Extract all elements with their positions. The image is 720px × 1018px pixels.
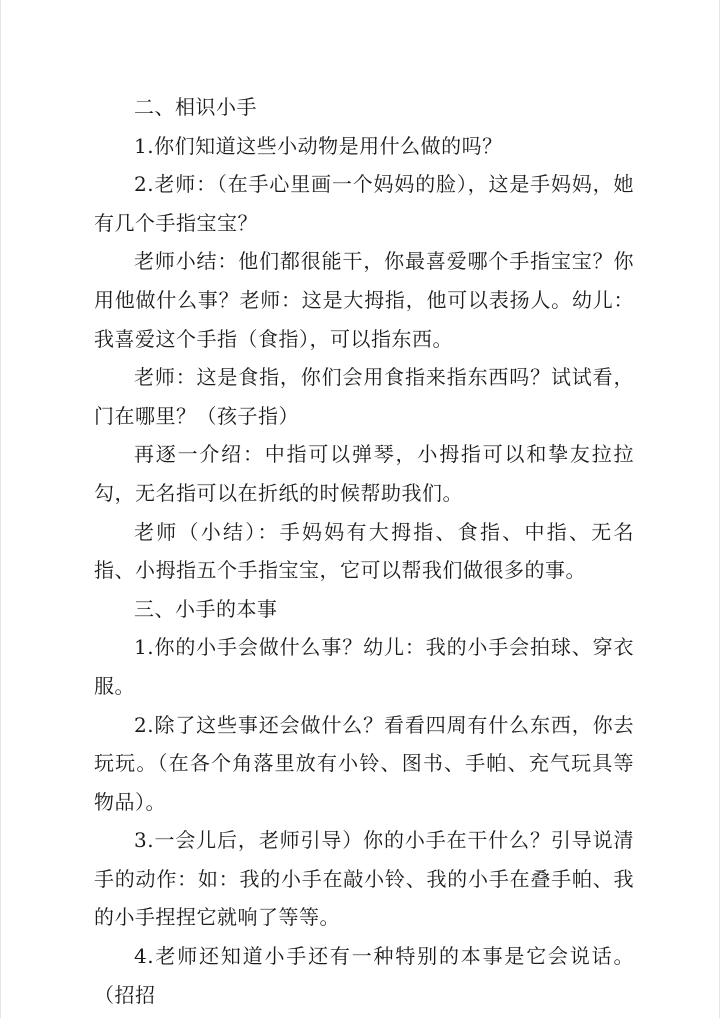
paragraph-skills-2: 2.除了这些事还会做什么？看看四周有什么东西，你去玩玩。（在各个角落里放有小铃、图书、手帕、充气玩具等物品）。 xyxy=(94,712,634,814)
paragraph-skills-3: 3.一会儿后，老师引导）你的小手在干什么？引导说清手的动作：如：我的小手在敲小铃、我的小手在叠手帕、我的小手捏捏它就响了等等。 xyxy=(94,828,634,930)
paragraph-teacher-conclusion: 老师（小结）：手妈妈有大拇指、食指、中指、无名指、小拇指五个手指宝宝，它可以帮我们做很多的事。 xyxy=(94,519,634,583)
document-body xyxy=(94,88,634,1014)
paragraph-teacher-hand-mother: 2.老师：（在手心里画一个妈妈的脸），这是手妈妈，她有几个手指宝宝？ xyxy=(94,172,634,235)
section-heading-know-hands: 二、相识小手 xyxy=(134,95,257,119)
paragraph-index-finger: 老师：这是食指，你们会用食指来指东西吗？试试看，门在哪里？（孩子指） xyxy=(94,365,634,428)
paragraph-skills-1: 1.你的小手会做什么事？幼儿：我的小手会拍球、穿衣服。 xyxy=(94,635,634,698)
paragraph-question-1: 1.你们知道这些小动物是用什么做的吗？ xyxy=(134,133,503,158)
paragraph-introduce-fingers: 再逐一介绍：中指可以弹琴，小拇指可以和挚友拉拉勾，无名指可以在折纸的时候帮助我们。 xyxy=(94,442,634,505)
paragraph-skills-4: 4.老师还知道小手还有一种特别的本事是它会说话。（招招 xyxy=(94,944,634,1007)
section-heading-hand-skills: 三、小手的本事 xyxy=(134,596,278,621)
paragraph-teacher-summary: 老师小结：他们都很能干，你最喜爱哪个手指宝宝？你用他做什么事？老师：这是大拇指，他可以表扬人。幼儿：我喜爱这个手指（食指），可以指东西。 xyxy=(94,249,634,351)
